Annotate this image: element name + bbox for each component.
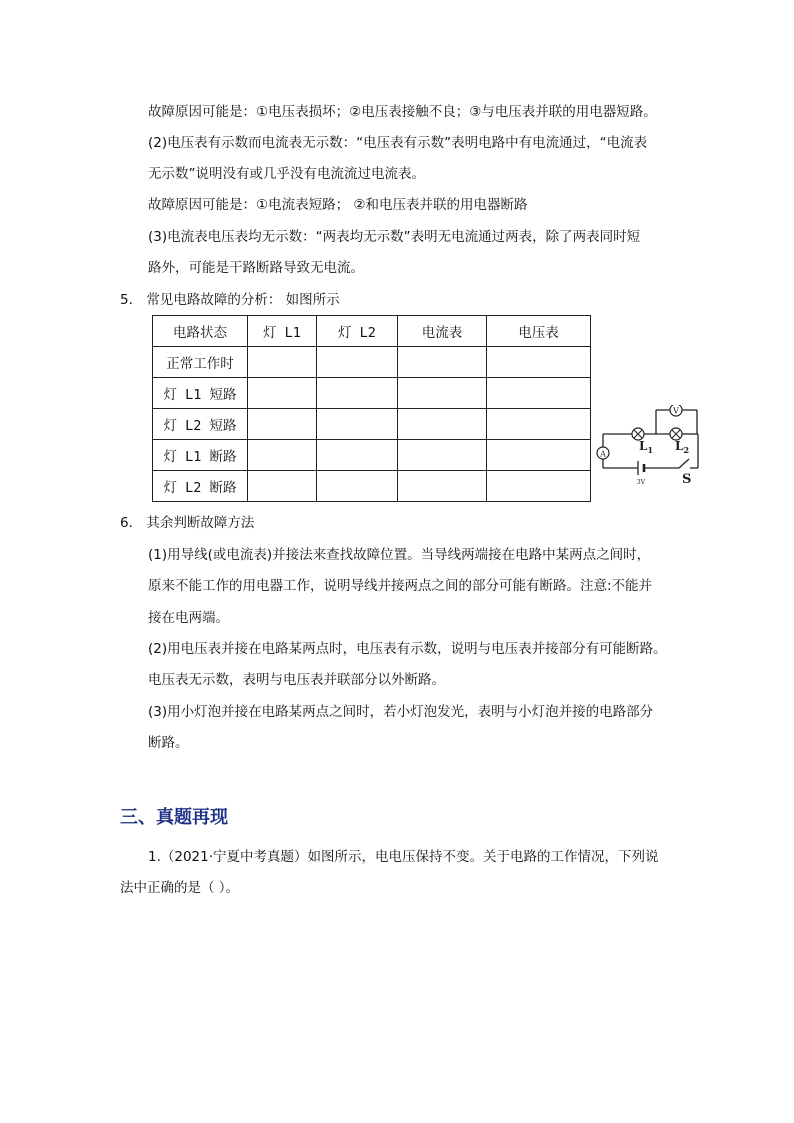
paragraph-fault-cause-2: 故障原因可能是：①电流表短路； ②和电压表并联的用电器断路 bbox=[148, 197, 528, 213]
method-1-line-3: 接在电两端。 bbox=[148, 610, 229, 626]
section-heading: 三、真题再现 bbox=[120, 807, 228, 828]
table-cell bbox=[248, 378, 317, 409]
paragraph-case-3-line-2: 路外，可能是干路断路导致无电流。 bbox=[148, 260, 364, 276]
table-cell bbox=[248, 471, 317, 502]
table-cell bbox=[317, 440, 398, 471]
table-row bbox=[153, 347, 591, 378]
battery-icon bbox=[638, 461, 644, 475]
table-header-cell: 电压表 bbox=[487, 316, 591, 347]
table-cell bbox=[248, 409, 317, 440]
circuit-wires bbox=[603, 410, 698, 468]
table-cell bbox=[398, 440, 487, 471]
row-label: 正常工作时 bbox=[153, 347, 248, 378]
section-6-title: 6． 其余判断故障方法 bbox=[120, 515, 255, 531]
method-2-line-2: 电压表无示数，表明与电压表并联部分以外断路。 bbox=[148, 672, 445, 688]
table-header-row bbox=[153, 316, 591, 347]
table-cell bbox=[487, 378, 591, 409]
table-header-cell: 灯 L2 bbox=[317, 316, 398, 347]
table-cell bbox=[398, 347, 487, 378]
row-label: 灯 L2 短路 bbox=[153, 409, 248, 440]
fault-analysis-table bbox=[152, 315, 591, 502]
table-cell bbox=[248, 440, 317, 471]
method-3-line-2: 断路。 bbox=[148, 735, 189, 751]
row-label: 灯 L1 短路 bbox=[153, 378, 248, 409]
voltmeter-icon bbox=[670, 405, 682, 416]
paragraph-fault-cause-1: 故障原因可能是：①电压表损坏；②电压表接触不良；③与电压表并联的用电器短路。 bbox=[148, 104, 657, 120]
method-1-line-2: 原来不能工作的用电器工作，说明导线并接两点之间的部分可能有断路。注意:不能并 bbox=[148, 578, 653, 594]
table-row bbox=[153, 471, 591, 502]
table-cell bbox=[487, 440, 591, 471]
switch-label: S bbox=[682, 472, 692, 487]
method-3-line-1: (3)用小灯泡并接在电路某两点之间时，若小灯泡发光，表明与小灯泡并接的电路部分 bbox=[148, 704, 654, 720]
paragraph-case-3-line-1: (3)电流表电压表均无示数：“两表均无示数”表明无电流通过两表，除了两表同时短 bbox=[148, 229, 641, 245]
lamp-1-label: $L_1$ bbox=[639, 439, 654, 455]
question-1-line-2: 法中正确的是（ ）。 bbox=[120, 880, 240, 896]
table-cell bbox=[487, 471, 591, 502]
table-header-cell: 电路状态 bbox=[153, 316, 248, 347]
circuit-diagram bbox=[595, 405, 703, 487]
table-cell bbox=[317, 471, 398, 502]
method-2-line-1: (2)用电压表并接在电路某两点时，电压表有示数，说明与电压表并接部分有可能断路。 bbox=[148, 641, 667, 657]
question-1-line-1: 1.（2021·宁夏中考真题）如图所示，电电压保持不变。关于电路的工作情况，下列说 bbox=[148, 849, 659, 865]
ammeter-icon bbox=[597, 447, 609, 459]
table-header-cell: 灯 L1 bbox=[248, 316, 317, 347]
table-cell bbox=[248, 347, 317, 378]
row-label: 灯 L2 断路 bbox=[153, 471, 248, 502]
table-cell bbox=[317, 347, 398, 378]
table-cell bbox=[317, 378, 398, 409]
table-cell bbox=[487, 347, 591, 378]
method-1-line-1: (1)用导线(或电流表)并接法来查找故障位置。当导线两端接在电路中某两点之间时， bbox=[148, 547, 651, 563]
voltmeter-label: V bbox=[673, 406, 679, 416]
paragraph-case-2-line-2: 无示数”说明没有或几乎没有电流流过电流表。 bbox=[148, 166, 425, 182]
table-row bbox=[153, 440, 591, 471]
table-row bbox=[153, 409, 591, 440]
section-5-title: 5． 常见电路故障的分析： 如图所示 bbox=[120, 292, 340, 308]
paragraph-case-2-line-1: (2)电压表有示数而电流表无示数：“电压表有示数”表明电路中有电流通过，“电流表 bbox=[148, 135, 648, 151]
battery-label: 3V bbox=[636, 479, 646, 486]
table-cell bbox=[487, 409, 591, 440]
table-row bbox=[153, 378, 591, 409]
ammeter-label: A bbox=[600, 449, 606, 459]
table-cell bbox=[398, 471, 487, 502]
table-cell bbox=[398, 378, 487, 409]
lamp-2-label: $L_2$ bbox=[675, 439, 690, 455]
table-header-cell: 电流表 bbox=[398, 316, 487, 347]
table-cell bbox=[317, 409, 398, 440]
table-cell bbox=[398, 409, 487, 440]
row-label: 灯 L1 断路 bbox=[153, 440, 248, 471]
